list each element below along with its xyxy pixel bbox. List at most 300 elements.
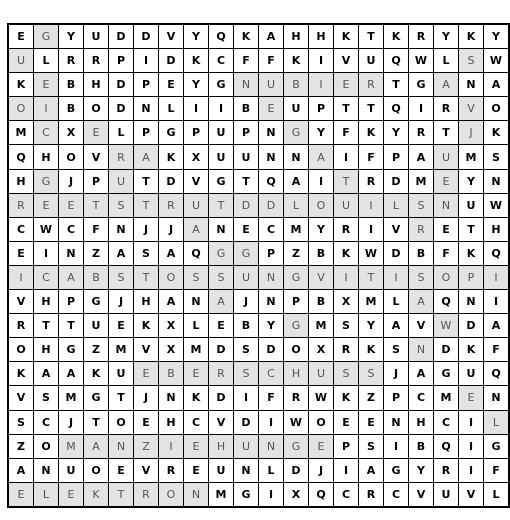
- letter-cell[interactable]: W: [359, 241, 384, 265]
- letter-cell[interactable]: P: [459, 265, 484, 289]
- letter-cell[interactable]: K: [359, 121, 384, 145]
- letter-cell[interactable]: X: [284, 482, 309, 507]
- letter-cell[interactable]: Z: [84, 241, 109, 265]
- letter-cell[interactable]: V: [459, 482, 484, 507]
- letter-cell[interactable]: A: [209, 290, 234, 314]
- letter-cell[interactable]: A: [409, 362, 434, 386]
- letter-cell[interactable]: G: [484, 434, 510, 458]
- letter-cell[interactable]: R: [334, 338, 359, 362]
- letter-cell[interactable]: A: [84, 434, 109, 458]
- letter-cell[interactable]: P: [109, 49, 134, 73]
- letter-cell[interactable]: P: [184, 121, 209, 145]
- letter-cell[interactable]: A: [484, 314, 510, 338]
- letter-cell[interactable]: F: [259, 49, 284, 73]
- letter-cell[interactable]: C: [34, 410, 59, 434]
- letter-cell[interactable]: V: [184, 169, 209, 193]
- letter-cell[interactable]: H: [34, 290, 59, 314]
- letter-cell[interactable]: G: [159, 121, 184, 145]
- letter-cell[interactable]: I: [259, 482, 284, 507]
- letter-cell[interactable]: T: [59, 314, 84, 338]
- letter-cell[interactable]: P: [59, 290, 84, 314]
- letter-cell[interactable]: O: [59, 145, 84, 169]
- letter-cell[interactable]: R: [359, 169, 384, 193]
- letter-cell[interactable]: O: [309, 410, 334, 434]
- letter-cell[interactable]: S: [409, 193, 434, 217]
- letter-cell[interactable]: N: [59, 241, 84, 265]
- letter-cell[interactable]: R: [284, 386, 309, 410]
- letter-cell[interactable]: I: [334, 265, 359, 289]
- letter-cell[interactable]: J: [109, 290, 134, 314]
- letter-cell[interactable]: T: [434, 121, 459, 145]
- letter-cell[interactable]: A: [59, 362, 84, 386]
- letter-cell[interactable]: R: [434, 97, 459, 121]
- letter-cell[interactable]: Q: [184, 241, 209, 265]
- letter-cell[interactable]: A: [484, 73, 510, 97]
- letter-cell[interactable]: O: [84, 97, 109, 121]
- letter-cell[interactable]: U: [109, 362, 134, 386]
- letter-cell[interactable]: I: [384, 434, 409, 458]
- letter-cell[interactable]: U: [309, 362, 334, 386]
- letter-cell[interactable]: R: [159, 458, 184, 482]
- letter-cell[interactable]: E: [59, 482, 84, 507]
- letter-cell[interactable]: F: [334, 121, 359, 145]
- letter-cell[interactable]: P: [384, 386, 409, 410]
- letter-cell[interactable]: H: [134, 290, 159, 314]
- letter-cell[interactable]: Q: [384, 97, 409, 121]
- letter-cell[interactable]: D: [384, 169, 409, 193]
- letter-cell[interactable]: M: [209, 482, 234, 507]
- letter-cell[interactable]: I: [484, 290, 510, 314]
- letter-cell[interactable]: N: [259, 145, 284, 169]
- letter-cell[interactable]: U: [334, 193, 359, 217]
- letter-cell[interactable]: W: [34, 217, 59, 241]
- letter-cell[interactable]: F: [359, 145, 384, 169]
- letter-cell[interactable]: G: [84, 290, 109, 314]
- letter-cell[interactable]: V: [459, 97, 484, 121]
- letter-cell[interactable]: H: [159, 410, 184, 434]
- letter-cell[interactable]: U: [434, 482, 459, 507]
- letter-cell[interactable]: E: [8, 24, 34, 49]
- letter-cell[interactable]: Y: [359, 314, 384, 338]
- letter-cell[interactable]: Z: [84, 338, 109, 362]
- letter-cell[interactable]: A: [259, 24, 284, 49]
- letter-cell[interactable]: J: [159, 217, 184, 241]
- letter-cell[interactable]: E: [309, 434, 334, 458]
- letter-cell[interactable]: V: [334, 49, 359, 73]
- letter-cell[interactable]: U: [84, 314, 109, 338]
- letter-cell[interactable]: N: [34, 458, 59, 482]
- letter-cell[interactable]: R: [409, 121, 434, 145]
- letter-cell[interactable]: T: [109, 482, 134, 507]
- letter-cell[interactable]: E: [8, 241, 34, 265]
- letter-cell[interactable]: Q: [434, 434, 459, 458]
- letter-cell[interactable]: M: [434, 386, 459, 410]
- letter-cell[interactable]: N: [234, 458, 259, 482]
- letter-cell[interactable]: W: [484, 49, 510, 73]
- letter-cell[interactable]: H: [309, 24, 334, 49]
- letter-cell[interactable]: N: [384, 410, 409, 434]
- letter-cell[interactable]: H: [484, 217, 510, 241]
- letter-cell[interactable]: N: [184, 290, 209, 314]
- letter-cell[interactable]: X: [159, 314, 184, 338]
- letter-cell[interactable]: J: [134, 217, 159, 241]
- letter-cell[interactable]: O: [284, 338, 309, 362]
- letter-cell[interactable]: G: [209, 241, 234, 265]
- letter-cell[interactable]: T: [359, 24, 384, 49]
- letter-cell[interactable]: E: [184, 458, 209, 482]
- letter-cell[interactable]: W: [484, 193, 510, 217]
- letter-cell[interactable]: E: [84, 121, 109, 145]
- letter-cell[interactable]: I: [359, 193, 384, 217]
- letter-cell[interactable]: T: [134, 193, 159, 217]
- letter-cell[interactable]: E: [334, 410, 359, 434]
- letter-cell[interactable]: Z: [134, 434, 159, 458]
- letter-cell[interactable]: L: [184, 314, 209, 338]
- letter-cell[interactable]: S: [109, 265, 134, 289]
- letter-cell[interactable]: X: [59, 121, 84, 145]
- letter-cell[interactable]: F: [234, 49, 259, 73]
- letter-cell[interactable]: Y: [459, 169, 484, 193]
- letter-cell[interactable]: N: [459, 73, 484, 97]
- letter-cell[interactable]: S: [484, 145, 510, 169]
- letter-cell[interactable]: M: [359, 290, 384, 314]
- letter-cell[interactable]: M: [409, 169, 434, 193]
- letter-cell[interactable]: K: [184, 49, 209, 73]
- letter-cell[interactable]: E: [34, 193, 59, 217]
- letter-cell[interactable]: S: [8, 410, 34, 434]
- letter-cell[interactable]: F: [84, 217, 109, 241]
- letter-cell[interactable]: A: [359, 458, 384, 482]
- letter-cell[interactable]: J: [309, 458, 334, 482]
- letter-cell[interactable]: C: [384, 482, 409, 507]
- letter-cell[interactable]: Q: [484, 362, 510, 386]
- letter-cell[interactable]: D: [109, 73, 134, 97]
- letter-cell[interactable]: N: [484, 169, 510, 193]
- letter-cell[interactable]: N: [134, 97, 159, 121]
- letter-cell[interactable]: C: [34, 121, 59, 145]
- letter-cell[interactable]: H: [34, 338, 59, 362]
- letter-cell[interactable]: T: [109, 386, 134, 410]
- letter-cell[interactable]: K: [284, 49, 309, 73]
- letter-cell[interactable]: U: [434, 145, 459, 169]
- letter-cell[interactable]: U: [284, 97, 309, 121]
- letter-cell[interactable]: P: [259, 241, 284, 265]
- letter-cell[interactable]: S: [184, 265, 209, 289]
- letter-cell[interactable]: E: [34, 73, 59, 97]
- letter-cell[interactable]: N: [109, 217, 134, 241]
- letter-cell[interactable]: A: [409, 290, 434, 314]
- letter-cell[interactable]: U: [234, 434, 259, 458]
- letter-cell[interactable]: D: [159, 49, 184, 73]
- letter-cell[interactable]: E: [434, 217, 459, 241]
- letter-cell[interactable]: I: [34, 241, 59, 265]
- letter-cell[interactable]: C: [59, 217, 84, 241]
- letter-cell[interactable]: K: [334, 241, 359, 265]
- letter-cell[interactable]: V: [409, 482, 434, 507]
- letter-cell[interactable]: K: [84, 362, 109, 386]
- letter-cell[interactable]: R: [209, 362, 234, 386]
- letter-cell[interactable]: R: [409, 217, 434, 241]
- letter-cell[interactable]: R: [8, 314, 34, 338]
- letter-cell[interactable]: I: [359, 217, 384, 241]
- letter-cell[interactable]: N: [259, 265, 284, 289]
- letter-cell[interactable]: M: [8, 121, 34, 145]
- letter-cell[interactable]: R: [159, 193, 184, 217]
- letter-cell[interactable]: U: [259, 73, 284, 97]
- letter-cell[interactable]: G: [34, 169, 59, 193]
- letter-cell[interactable]: X: [309, 338, 334, 362]
- letter-cell[interactable]: W: [284, 410, 309, 434]
- letter-cell[interactable]: D: [209, 338, 234, 362]
- letter-cell[interactable]: Y: [184, 24, 209, 49]
- letter-cell[interactable]: K: [159, 145, 184, 169]
- letter-cell[interactable]: N: [409, 338, 434, 362]
- letter-cell[interactable]: D: [284, 458, 309, 482]
- letter-cell[interactable]: E: [8, 482, 34, 507]
- letter-cell[interactable]: T: [134, 169, 159, 193]
- letter-cell[interactable]: M: [184, 338, 209, 362]
- letter-cell[interactable]: H: [284, 362, 309, 386]
- letter-cell[interactable]: D: [259, 338, 284, 362]
- letter-cell[interactable]: Y: [384, 121, 409, 145]
- letter-cell[interactable]: K: [334, 386, 359, 410]
- letter-cell[interactable]: M: [59, 434, 84, 458]
- letter-cell[interactable]: S: [209, 265, 234, 289]
- letter-cell[interactable]: U: [234, 265, 259, 289]
- letter-cell[interactable]: B: [284, 73, 309, 97]
- letter-cell[interactable]: O: [309, 193, 334, 217]
- letter-cell[interactable]: J: [234, 290, 259, 314]
- letter-cell[interactable]: H: [209, 434, 234, 458]
- letter-cell[interactable]: K: [334, 24, 359, 49]
- letter-cell[interactable]: D: [259, 193, 284, 217]
- letter-cell[interactable]: A: [109, 241, 134, 265]
- letter-cell[interactable]: N: [259, 121, 284, 145]
- letter-cell[interactable]: I: [209, 97, 234, 121]
- letter-cell[interactable]: Y: [184, 73, 209, 97]
- letter-cell[interactable]: A: [384, 314, 409, 338]
- letter-cell[interactable]: E: [259, 97, 284, 121]
- letter-cell[interactable]: P: [234, 121, 259, 145]
- letter-cell[interactable]: U: [59, 458, 84, 482]
- letter-cell[interactable]: I: [234, 386, 259, 410]
- letter-cell[interactable]: U: [209, 458, 234, 482]
- letter-cell[interactable]: E: [184, 434, 209, 458]
- letter-cell[interactable]: E: [359, 410, 384, 434]
- letter-cell[interactable]: E: [434, 169, 459, 193]
- letter-cell[interactable]: T: [359, 97, 384, 121]
- letter-cell[interactable]: T: [359, 265, 384, 289]
- letter-cell[interactable]: D: [459, 314, 484, 338]
- letter-cell[interactable]: N: [109, 434, 134, 458]
- letter-cell[interactable]: M: [284, 217, 309, 241]
- letter-cell[interactable]: B: [234, 314, 259, 338]
- letter-cell[interactable]: G: [409, 73, 434, 97]
- letter-cell[interactable]: C: [8, 217, 34, 241]
- letter-cell[interactable]: G: [284, 314, 309, 338]
- letter-cell[interactable]: Z: [8, 434, 34, 458]
- letter-cell[interactable]: R: [8, 193, 34, 217]
- letter-cell[interactable]: J: [59, 169, 84, 193]
- letter-cell[interactable]: L: [284, 193, 309, 217]
- letter-cell[interactable]: E: [134, 410, 159, 434]
- letter-cell[interactable]: F: [484, 338, 510, 362]
- letter-cell[interactable]: Q: [484, 241, 510, 265]
- letter-cell[interactable]: Y: [59, 24, 84, 49]
- letter-cell[interactable]: D: [159, 169, 184, 193]
- letter-cell[interactable]: O: [34, 434, 59, 458]
- letter-cell[interactable]: E: [109, 458, 134, 482]
- letter-cell[interactable]: P: [134, 73, 159, 97]
- letter-cell[interactable]: O: [84, 458, 109, 482]
- letter-cell[interactable]: M: [59, 386, 84, 410]
- letter-cell[interactable]: V: [84, 145, 109, 169]
- letter-cell[interactable]: G: [84, 386, 109, 410]
- letter-cell[interactable]: N: [209, 217, 234, 241]
- letter-cell[interactable]: G: [59, 338, 84, 362]
- letter-cell[interactable]: Q: [384, 49, 409, 73]
- letter-cell[interactable]: D: [109, 24, 134, 49]
- letter-cell[interactable]: C: [259, 217, 284, 241]
- letter-cell[interactable]: S: [34, 386, 59, 410]
- letter-cell[interactable]: U: [459, 362, 484, 386]
- letter-cell[interactable]: Y: [309, 217, 334, 241]
- letter-cell[interactable]: U: [209, 145, 234, 169]
- letter-cell[interactable]: G: [284, 434, 309, 458]
- letter-cell[interactable]: I: [384, 265, 409, 289]
- letter-cell[interactable]: I: [259, 410, 284, 434]
- letter-cell[interactable]: O: [484, 97, 510, 121]
- letter-cell[interactable]: B: [59, 73, 84, 97]
- letter-cell[interactable]: F: [484, 458, 510, 482]
- letter-cell[interactable]: O: [8, 338, 34, 362]
- letter-cell[interactable]: Q: [8, 145, 34, 169]
- letter-cell[interactable]: A: [134, 145, 159, 169]
- letter-cell[interactable]: R: [334, 217, 359, 241]
- letter-cell[interactable]: S: [109, 193, 134, 217]
- letter-cell[interactable]: M: [309, 314, 334, 338]
- letter-cell[interactable]: D: [234, 410, 259, 434]
- letter-cell[interactable]: E: [159, 73, 184, 97]
- letter-cell[interactable]: T: [84, 410, 109, 434]
- letter-cell[interactable]: Y: [409, 458, 434, 482]
- letter-cell[interactable]: V: [384, 217, 409, 241]
- letter-cell[interactable]: B: [309, 290, 334, 314]
- letter-cell[interactable]: N: [434, 193, 459, 217]
- letter-cell[interactable]: A: [284, 169, 309, 193]
- letter-cell[interactable]: A: [8, 458, 34, 482]
- letter-cell[interactable]: A: [159, 290, 184, 314]
- letter-cell[interactable]: P: [334, 434, 359, 458]
- letter-cell[interactable]: B: [84, 265, 109, 289]
- letter-cell[interactable]: V: [8, 290, 34, 314]
- letter-cell[interactable]: R: [134, 482, 159, 507]
- letter-cell[interactable]: D: [109, 97, 134, 121]
- letter-cell[interactable]: V: [134, 458, 159, 482]
- letter-cell[interactable]: Q: [259, 169, 284, 193]
- letter-cell[interactable]: T: [34, 314, 59, 338]
- letter-cell[interactable]: U: [184, 193, 209, 217]
- letter-cell[interactable]: L: [384, 193, 409, 217]
- letter-cell[interactable]: U: [109, 169, 134, 193]
- letter-cell[interactable]: K: [459, 24, 484, 49]
- letter-cell[interactable]: S: [409, 265, 434, 289]
- letter-cell[interactable]: S: [134, 241, 159, 265]
- letter-cell[interactable]: R: [409, 24, 434, 49]
- letter-cell[interactable]: J: [59, 410, 84, 434]
- letter-cell[interactable]: I: [334, 458, 359, 482]
- letter-cell[interactable]: E: [184, 362, 209, 386]
- letter-cell[interactable]: O: [159, 265, 184, 289]
- letter-cell[interactable]: H: [84, 73, 109, 97]
- letter-cell[interactable]: T: [384, 73, 409, 97]
- letter-cell[interactable]: R: [109, 145, 134, 169]
- letter-cell[interactable]: L: [384, 290, 409, 314]
- letter-cell[interactable]: R: [84, 49, 109, 73]
- letter-cell[interactable]: T: [134, 265, 159, 289]
- letter-cell[interactable]: I: [459, 458, 484, 482]
- letter-cell[interactable]: S: [359, 434, 384, 458]
- letter-cell[interactable]: S: [334, 362, 359, 386]
- letter-cell[interactable]: K: [459, 338, 484, 362]
- letter-cell[interactable]: M: [109, 338, 134, 362]
- letter-cell[interactable]: G: [234, 241, 259, 265]
- letter-cell[interactable]: K: [8, 73, 34, 97]
- letter-cell[interactable]: T: [84, 193, 109, 217]
- letter-cell[interactable]: U: [359, 49, 384, 73]
- letter-cell[interactable]: K: [484, 121, 510, 145]
- letter-cell[interactable]: A: [184, 217, 209, 241]
- letter-cell[interactable]: A: [434, 73, 459, 97]
- letter-cell[interactable]: G: [209, 169, 234, 193]
- letter-cell[interactable]: O: [159, 482, 184, 507]
- letter-cell[interactable]: U: [8, 49, 34, 73]
- letter-cell[interactable]: K: [234, 24, 259, 49]
- letter-cell[interactable]: G: [34, 24, 59, 49]
- letter-cell[interactable]: G: [284, 265, 309, 289]
- letter-cell[interactable]: E: [59, 193, 84, 217]
- letter-cell[interactable]: P: [309, 97, 334, 121]
- letter-cell[interactable]: E: [134, 362, 159, 386]
- letter-cell[interactable]: K: [359, 338, 384, 362]
- letter-cell[interactable]: G: [234, 482, 259, 507]
- letter-cell[interactable]: Y: [484, 24, 510, 49]
- letter-cell[interactable]: Z: [359, 386, 384, 410]
- letter-cell[interactable]: N: [459, 290, 484, 314]
- letter-cell[interactable]: P: [384, 145, 409, 169]
- letter-cell[interactable]: P: [134, 121, 159, 145]
- letter-cell[interactable]: C: [34, 265, 59, 289]
- letter-cell[interactable]: U: [459, 193, 484, 217]
- letter-cell[interactable]: O: [8, 97, 34, 121]
- letter-cell[interactable]: B: [409, 434, 434, 458]
- letter-cell[interactable]: B: [309, 241, 334, 265]
- letter-cell[interactable]: V: [159, 24, 184, 49]
- letter-cell[interactable]: K: [84, 482, 109, 507]
- letter-cell[interactable]: S: [234, 362, 259, 386]
- letter-cell[interactable]: D: [384, 241, 409, 265]
- letter-cell[interactable]: N: [284, 145, 309, 169]
- letter-cell[interactable]: L: [159, 97, 184, 121]
- letter-cell[interactable]: G: [434, 362, 459, 386]
- letter-cell[interactable]: V: [209, 410, 234, 434]
- letter-cell[interactable]: I: [309, 73, 334, 97]
- letter-cell[interactable]: B: [409, 241, 434, 265]
- letter-cell[interactable]: U: [84, 24, 109, 49]
- letter-cell[interactable]: T: [459, 217, 484, 241]
- letter-cell[interactable]: T: [209, 193, 234, 217]
- letter-cell[interactable]: E: [234, 217, 259, 241]
